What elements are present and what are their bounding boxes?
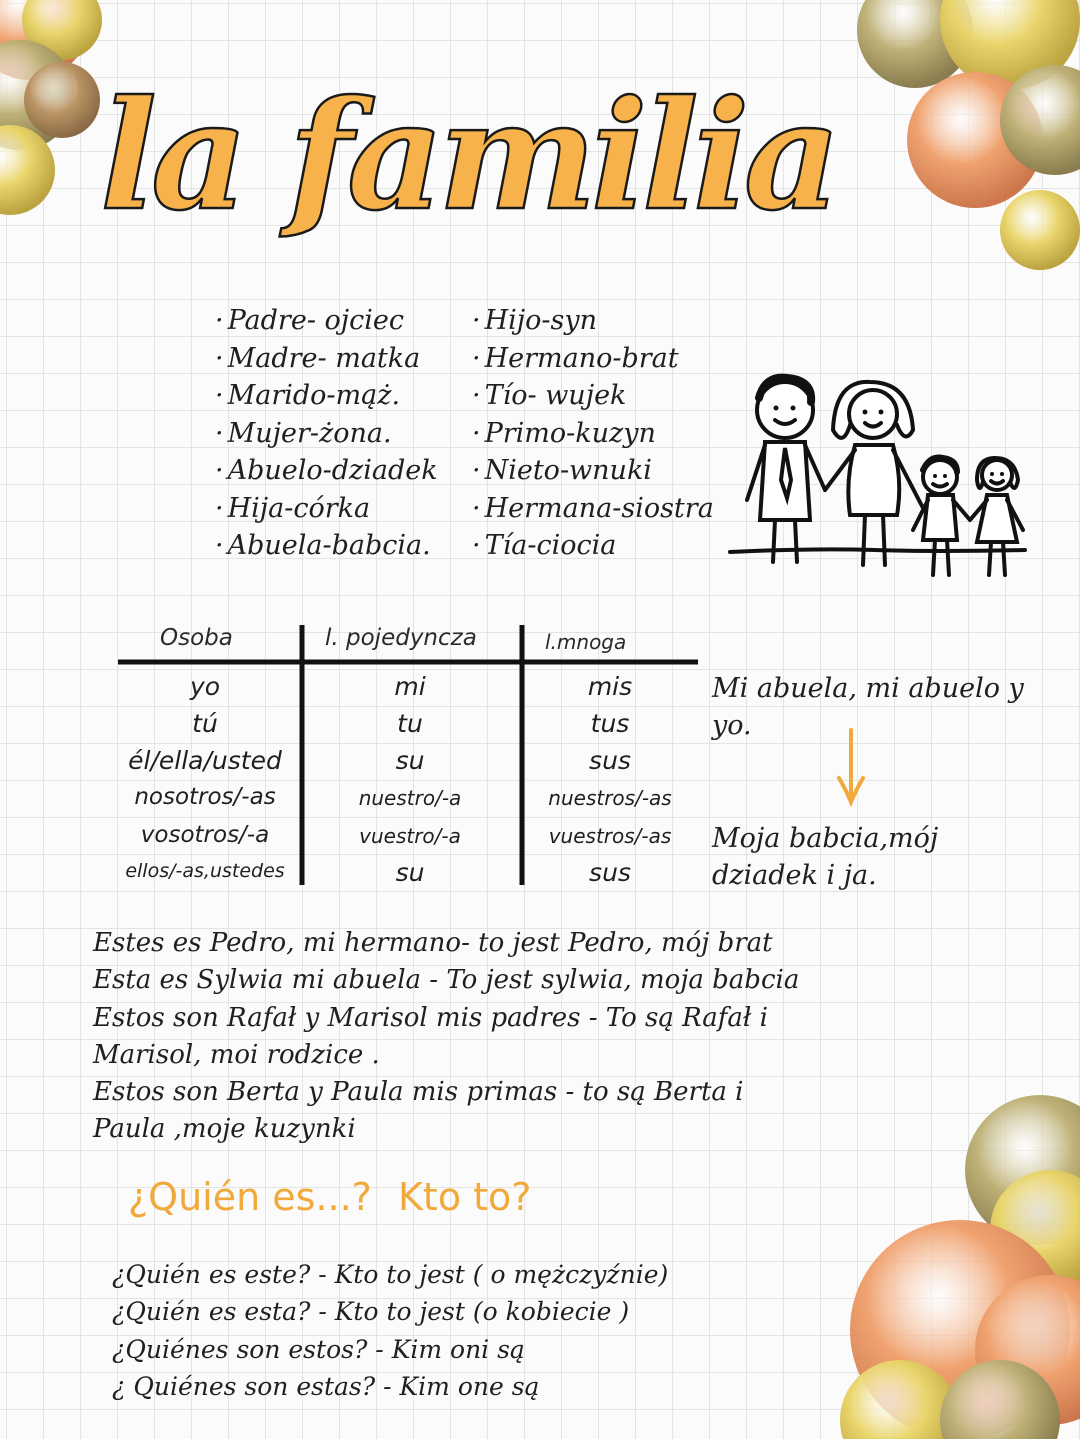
arrow-down-icon: [834, 728, 868, 808]
table-cell: tu: [397, 709, 423, 738]
title-lettering: [0, 48, 1080, 288]
bottom-right-bubbles: [840, 1095, 1080, 1439]
table-cell: nosotros/-as: [134, 784, 276, 810]
table-cell: tú: [192, 709, 218, 738]
example-polish-line-2: dziadek i ja.: [712, 860, 877, 891]
example-polish-line-1: Moja babcia,mój: [712, 823, 939, 854]
table-cell: vosotros/-a: [140, 822, 270, 848]
question-line: ¿ Quiénes son estas? - Kim one są: [112, 1371, 540, 1401]
vocab-item: · Hermana-siostra: [472, 490, 714, 528]
sentence-line: Esta es Sylwia mi abuela - To jest sylwia, moja babcia: [93, 965, 800, 996]
quien-heading-polish: Kto to?: [398, 1175, 532, 1219]
table-cell: vuestros/-as: [548, 824, 672, 848]
vocab-item: · Padre- ojciec: [215, 302, 438, 340]
vocab-item: · Abuela-babcia.: [215, 527, 438, 565]
vocab-item: · Hermano-brat: [472, 340, 714, 378]
example-sentences: [93, 925, 799, 1149]
table-cell: vuestro/-a: [359, 824, 461, 848]
table-header-singular: l. pojedyncza: [325, 625, 477, 651]
table-header-osoba: Osoba: [160, 625, 233, 651]
question-line: ¿Quién es este? - Kto to jest ( o mężczyźnie): [112, 1260, 669, 1289]
vocab-item: · Nieto-wnuki: [472, 452, 714, 490]
table-header-plural: l.mnoga: [545, 630, 627, 654]
table-cell: sus: [589, 746, 631, 775]
table-cell: mi: [394, 672, 426, 701]
sentence-line: Estes es Pedro, mi hermano- to jest Pedro, mój brat: [93, 928, 773, 958]
table-cell: nuestros/-as: [548, 786, 672, 810]
table-cell: yo: [189, 672, 221, 701]
vocab-item: · Marido-mąż.: [215, 377, 438, 415]
question-line: ¿Quién es esta? - Kto to jest (o kobiecie ): [112, 1297, 630, 1327]
sentence-line: Marisol, moi rodzice .: [93, 1039, 380, 1070]
table-cell: nuestro/-a: [358, 786, 462, 810]
vocab-list-left: [215, 302, 438, 565]
quien-heading-spanish: ¿Quién es...?: [128, 1175, 372, 1219]
vocab-item: · Hijo-syn: [472, 302, 714, 340]
vocab-item: · Hija-córka: [215, 490, 438, 528]
sentence-line: Paula ,moje kuzynki: [93, 1114, 356, 1145]
table-cell: mis: [587, 672, 633, 701]
table-cell: sus: [589, 858, 631, 887]
table-cell: su: [395, 858, 425, 887]
vocab-list-right: [472, 302, 714, 565]
table-cell: tus: [590, 709, 630, 738]
vocab-item: · Abuelo-dziadek: [215, 452, 438, 490]
example-spanish-line-1: Mi abuela, mi abuelo y: [712, 673, 1024, 704]
vocab-item: · Mujer-żona.: [215, 415, 438, 453]
vocab-item: · Tía-ciocia: [472, 527, 714, 565]
question-list: [112, 1256, 668, 1405]
vocab-item: · Tío- wujek: [472, 377, 714, 415]
vocab-item: · Madre- matka: [215, 340, 438, 378]
vocab-item: · Primo-kuzyn: [472, 415, 714, 453]
page-title: [0, 48, 1080, 288]
sentence-line: Estos son Berta y Paula mis primas - to są Berta i: [93, 1077, 744, 1108]
family-drawing: [725, 370, 1035, 585]
table-cell: él/ella/usted: [128, 746, 282, 775]
title-text: la familia: [100, 68, 835, 244]
sentence-line: Estos son Rafał y Marisol mis padres - To są Rafał i: [93, 1002, 768, 1033]
question-line: ¿Quiénes son estos? - Kim oni są: [112, 1334, 525, 1364]
table-cell: su: [395, 746, 425, 775]
example-spanish-line-2: yo.: [712, 710, 752, 741]
table-cell: ellos/-as,ustedes: [125, 860, 285, 882]
